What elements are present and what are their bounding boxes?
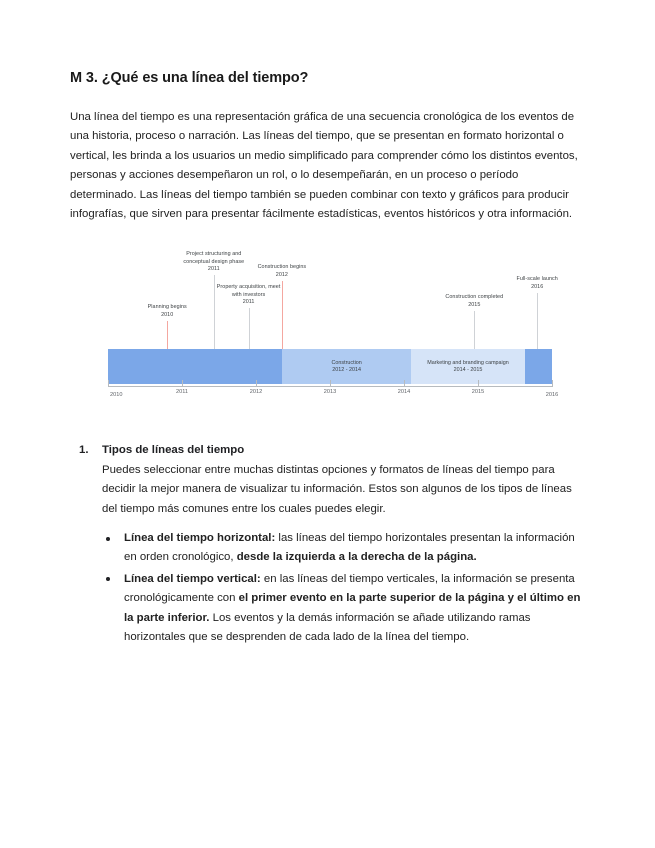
axis-tick — [404, 380, 405, 387]
timeline-segment-label: Marketing and branding campaign 2014 - 2015 — [427, 359, 509, 373]
timeline-segment-sublabel: 2014 - 2015 — [453, 366, 483, 373]
timeline-segment — [282, 349, 412, 384]
timeline-event-title: Full-scale launch — [516, 276, 558, 283]
section-body: Puedes seleccionar entre muchas distintas opciones y formatos de líneas del tiempo para decidir la mejor manera de visualizar tu información. Estos son algunos de los tipos de líneas del tiempo más comunes entre los cuales puedes elegir. — [102, 463, 572, 515]
list-item — [102, 529, 586, 568]
timeline-segment — [411, 349, 524, 384]
timeline-event-year: 2015 — [468, 301, 481, 308]
list-number: 1. — [79, 444, 89, 457]
numbered-section — [70, 441, 586, 519]
axis-tick-label: 2014 — [397, 389, 411, 396]
axis-tick-label: 2015 — [471, 389, 485, 396]
timeline-event-year: 2016 — [531, 283, 544, 290]
bullet-dot-icon — [106, 537, 110, 541]
timeline-event-year: 2010 — [161, 311, 174, 318]
page-title: M 3. ¿Qué es una línea del tiempo? — [70, 70, 309, 86]
timeline-event-year: 2012 — [275, 271, 288, 278]
bullet-list — [70, 529, 586, 647]
axis-tick — [256, 380, 257, 387]
section-heading: Tipos de líneas del tiempo — [102, 444, 245, 457]
timeline-connector — [167, 321, 168, 352]
axis-tick-label: 2010 — [110, 392, 123, 399]
timeline-event-year: 2011 — [242, 299, 255, 306]
timeline-event-title: Project structuring and conceptual design phase — [183, 251, 245, 265]
timeline-figure — [70, 246, 586, 421]
timeline-event-label — [130, 304, 204, 319]
axis-tick-label: 2016 — [545, 392, 559, 399]
timeline-segment — [525, 349, 552, 384]
timeline-event-label — [177, 251, 251, 273]
axis-tick — [552, 380, 553, 387]
list-item — [102, 570, 586, 648]
bullet-text: las líneas del tiempo horizontales presentan la información en orden cronológico, — [124, 532, 575, 564]
bullet-emphasis: el primer evento en la parte superior de la página y el último en la parte inferior. — [124, 592, 581, 624]
bullet-lead: Línea del tiempo horizontal: — [124, 532, 276, 545]
axis-tick — [478, 380, 479, 387]
timeline-event-title: Property acquisition, meet with investors — [216, 284, 281, 298]
timeline-segment-sublabel: 2012 - 2014 — [332, 366, 362, 373]
document-content — [70, 70, 586, 650]
axis-tick — [108, 380, 109, 387]
timeline-connector — [282, 281, 283, 352]
timeline-connector — [474, 311, 475, 352]
axis-tick — [182, 380, 183, 387]
timeline-bar — [108, 349, 552, 384]
intro-paragraph: Una línea del tiempo es una representación gráfica de una secuencia cronológica de los eventos de una historia, proceso o narración. Las líneas del tiempo, que se presentan en formato horizontal o vertical, les brinda a los usuarios un medio simplificado para comprender cómo los distintos eventos, personas y acciones desempeñaron un rol, o lo desempeñarán, en un proceso o período determinado. Las líneas del tiempo también se pueden combinar con texto y gráficos para producir infografías, que sirven para presentar fácilmente estadísticas, eventos históricos y otra información. — [70, 111, 578, 221]
bullet-text-tail: Los eventos y la demás información se añade utilizando ramas horizontales que se desprenden de cada lado de la línea del tiempo. — [124, 611, 531, 644]
axis-tick-label: 2013 — [323, 389, 337, 396]
timeline-event-label — [212, 284, 286, 306]
timeline-segment-label: Construction 2012 - 2014 — [331, 359, 362, 373]
axis-tick-label: 2011 — [175, 389, 189, 396]
timeline-event-title: Construction completed — [445, 294, 504, 301]
bullet-text: en las líneas del tiempo verticales, la información se presenta cronológicamente con — [124, 572, 575, 605]
bullet-dot-icon — [106, 577, 110, 581]
timeline-segment — [108, 349, 282, 384]
timeline-event-year: 2011 — [207, 266, 220, 273]
bullet-lead: Línea del tiempo vertical: — [124, 572, 261, 585]
timeline-event-label — [500, 276, 574, 291]
timeline-event-title: Planning begins — [147, 304, 187, 311]
timeline-event-title: Construction begins — [257, 264, 307, 271]
timeline-event-label — [245, 264, 319, 279]
timeline-connector — [537, 293, 538, 352]
timeline-event-label — [437, 294, 511, 309]
axis-tick-label: 2012 — [249, 389, 263, 396]
timeline-connector — [249, 308, 250, 352]
bullet-emphasis: desde la izquierda a la derecha de la página. — [236, 551, 477, 564]
axis-tick — [330, 380, 331, 387]
